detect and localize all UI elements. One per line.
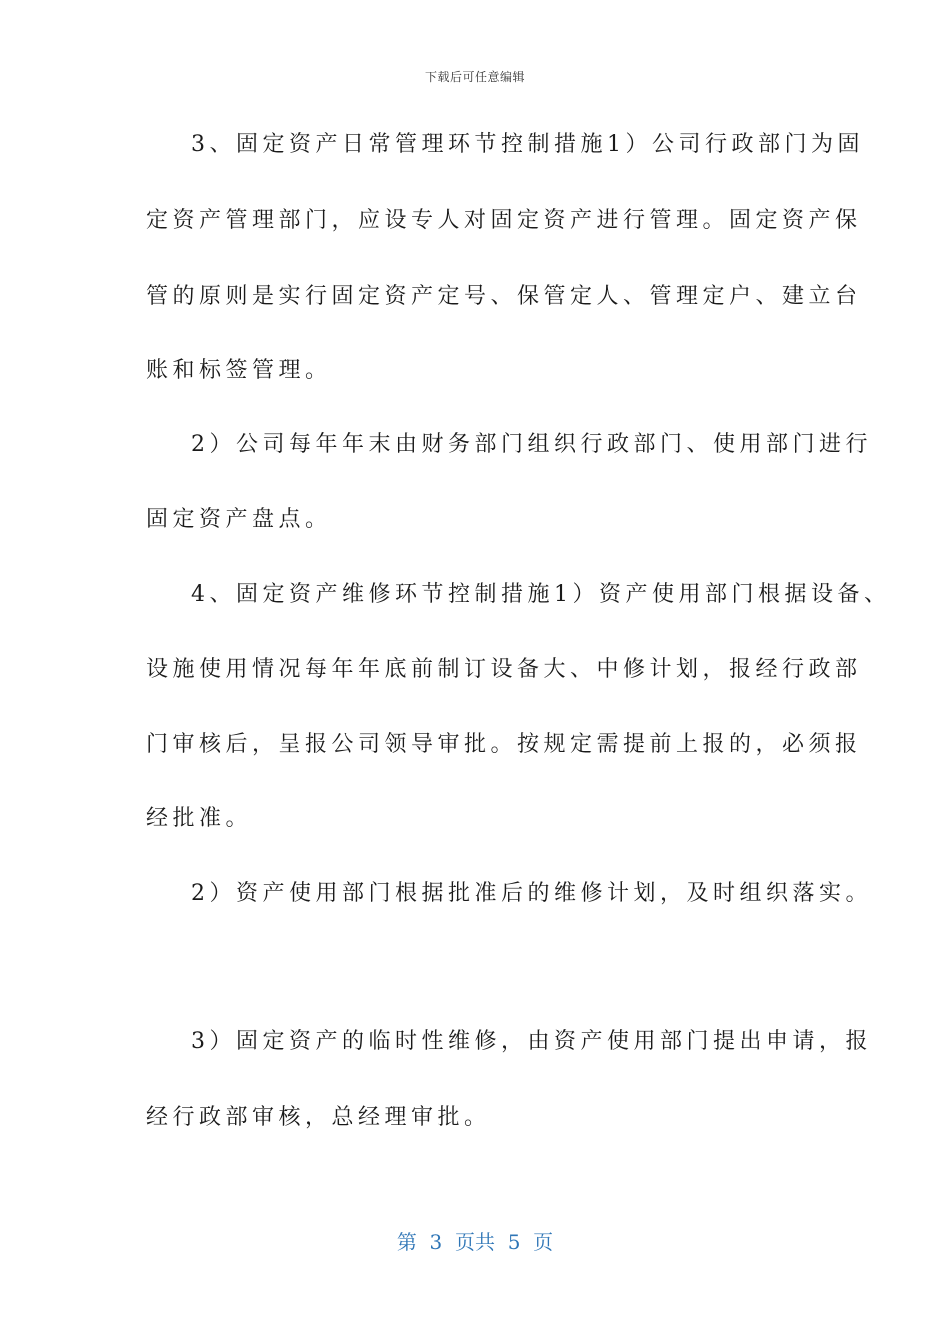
- body-line: 经批准。: [146, 806, 253, 831]
- body-line: 3、固定资产日常管理环节控制措施1）公司行政部门为固: [191, 132, 864, 157]
- body-line: 4、固定资产维修环节控制措施1）资产使用部门根据设备、: [191, 582, 891, 607]
- body-line: 固定资产盘点。: [146, 507, 332, 532]
- body-line: 管的原则是实行固定资产定号、保管定人、管理定户、建立台: [146, 284, 862, 309]
- body-line: 门审核后，呈报公司领导审批。按规定需提前上报的，必须报: [146, 732, 862, 757]
- body-line: 定资产管理部门，应设专人对固定资产进行管理。固定资产保: [146, 208, 862, 233]
- header-note: 下载后可任意编辑: [424, 70, 525, 84]
- page-number-footer: 第 3 页共 5 页: [396, 1230, 554, 1254]
- body-line: 设施使用情况每年年底前制订设备大、中修计划，报经行政部: [146, 657, 862, 682]
- body-line: 2）公司每年年末由财务部门组织行政部门、使用部门进行: [191, 432, 872, 457]
- body-line: 2）资产使用部门根据批准后的维修计划，及时组织落实。: [191, 881, 872, 906]
- body-line: 经行政部审核，总经理审批。: [146, 1105, 491, 1130]
- body-line: 账和标签管理。: [146, 358, 332, 383]
- body-line: 3）固定资产的临时性维修，由资产使用部门提出申请，报: [191, 1029, 872, 1054]
